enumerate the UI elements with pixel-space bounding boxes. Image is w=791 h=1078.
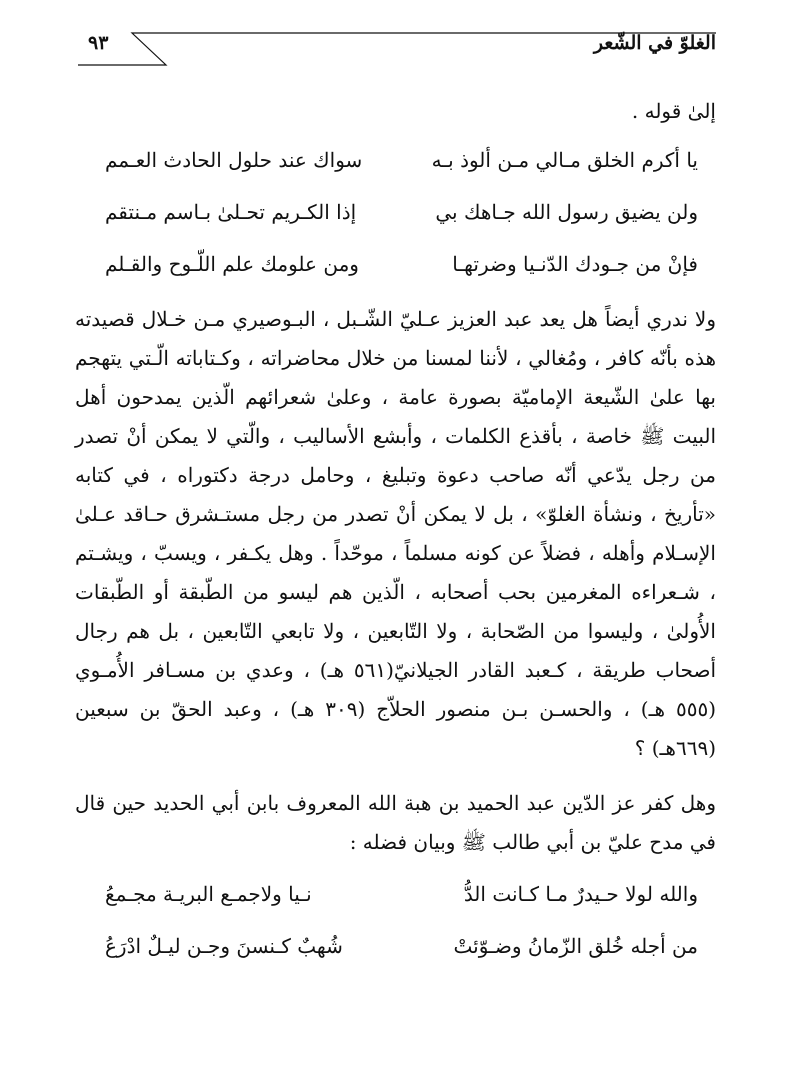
hemistich-right: من أجله خُلق الزّمانُ وضـوّئتْ [453, 934, 698, 958]
header-title: الغلوّ في الشّعر [593, 32, 716, 54]
body-paragraph: ولا ندري أيضاً هل يعد عبد العزيز عـليّ الشّـبل ، البـوصيري مـن خـلال قصيدته هذه بأنّه كافر ، ومُغالي ، لأننا لمسنا من خلال محاضراته ، وكـتاباته الّـتي يتهجم بها علىٰ الشّيعة الإماميّة بصورة عامة ، وعلىٰ شعرائهم الّذين يمدحون أهل البيت ﷺ خاصة ، بأقذع الكلمات ، وأبشع الأساليب ، والّتي لا يمكن أنْ تصدر من رجل يدّعي أنّه صاحب دعوة وتبليغ ، وحامل درجة دكتوراه ، في كتابه «تأريخ ، ونشأة الغلوّ» ، بل لا يمكن أنْ تصدر من رجل مستـشرق حـاقد عـلىٰ الإسـلام وأهله ، فضلاً عن كونه مسلماً ، موحّداً . وهل يكـفر ، ويسبّ ، ويشـتم ، شـعراءه المغرمين بحب أصحابه ، الّذين هم ليسو من الطّبقة أو الطّبقات الأُولىٰ ، وليسوا من الصّحابة ، ولا التّابعين ، ولا تابعي التّابعين ، بل هم رجال أصحاب طريقة ، كـعبد القادر الجيلانيّ(٥٦١ هـ) ، وعدي بن مسـافر الأُمـوي (٥٥٥ هـ) ، والحسـن بـن منصور الحلاّج (٣٠٩ هـ) ، وعبد الحقّ بن سبعين (٦٦٩هـ) ؟ [75, 307, 717, 760]
page-header [78, 30, 716, 70]
verse [75, 244, 716, 296]
intro-line: إلىٰ قوله . [631, 99, 716, 123]
body-paragraph: وهل كفر عز الدّين عبد الحميد بن هبة الله المعروف بابن أبي الحديد حين قال في مدح عليّ بن أبي طالب ﷺ وبيان فضله : [75, 791, 716, 854]
page-content [75, 92, 716, 978]
hemistich-right: والله لولا حـيدرٌ مـا كـانت الدُّ [463, 882, 698, 906]
verse [75, 140, 716, 192]
hemistich-right: يا أكرم الخلق مـالي مـن ألوذ بـه [431, 148, 698, 172]
hemistich-left: نـيا ولاجمـع البريـة مجـمعُ [105, 882, 312, 906]
hemistich-left: إذا الكـريم تحـلىٰ بـاسم مـنتقم [105, 200, 357, 224]
page-number: ٩٣ [88, 32, 109, 54]
hemistich-left: شُهبٌ كـنسنَ وجـن ليـلٌ ادْرَعُ [105, 934, 343, 958]
verse [75, 874, 716, 926]
verse [75, 192, 716, 244]
verse [75, 926, 716, 978]
hemistich-right: فإنْ من جـودك الدّنـيا وضرتهـا [452, 252, 698, 276]
poem-1 [75, 140, 716, 296]
poem-2 [75, 874, 716, 978]
spacer [75, 862, 716, 874]
hemistich-left: ومن علومك علم اللّـوح والقـلم [105, 252, 359, 276]
hemistich-right: ولن يضيق رسول الله جـاهك بي [435, 200, 698, 224]
hemistich-left: سواك عند حلول الحادث العـمم [105, 148, 363, 172]
